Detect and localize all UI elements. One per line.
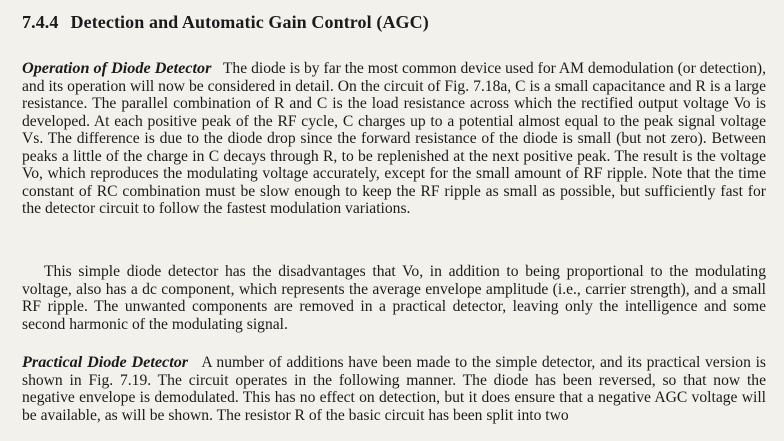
paragraph-text: The diode is by far the most common device used for AM demodulation (or detection), and its operation will now be considered in detail. On the circuit of Fig. 7.18a, C is a small capacitance and R is a large resistance. The parallel combination of R and C is the load resistance across which the rectified output voltage Vo is developed. At each positive peak of the RF cycle, C charges up to a potential almost equal to the peak signal voltage Vs. The difference is due to the diode drop since the forward resistance of the diode is small (but not zero). Between peaks a little of the charge in C decays through R, to be replenished at the next positive peak. The result is the voltage Vo, which reproduces the modulating voltage accurately, except for the small amount of RF ripple. Note that the time constant of RC combination must be slow enough to keep the RF ripple as small as possible, but sufficiently fast for the detector circuit to follow the fastest modulation variations. <box>22 60 766 217</box>
paragraph-simple-diode-disadvantages <box>22 263 766 333</box>
section-heading <box>22 12 429 33</box>
runin-heading-operation: Operation of Diode Detector <box>22 59 212 77</box>
paragraph-text: A number of additions have been made to the simple detector, and its practical version is shown in Fig. 7.19. The circuit operates in the following manner. The diode has been reversed, so that now the negative envelope is demodulated. This has no effect on detection, but it does ensure that a negative AGC voltage will be available, as will be shown. The resistor R of the basic circuit has been split into two <box>22 354 766 424</box>
paragraph-text: This simple diode detector has the disadvantages that Vo, in addition to being proportional to the modulating voltage, also has a dc component, which represents the average envelope amplitude (i.e., carrier strength), and a small RF ripple. The unwanted components are removed in a practical detector, leaving only the intelligence and some second harmonic of the modulating signal. <box>22 263 766 333</box>
section-number: 7.4.4 <box>22 12 59 32</box>
runin-heading-practical: Practical Diode Detector <box>22 353 189 371</box>
paragraph-operation-of-diode-detector <box>22 60 766 218</box>
section-title: Detection and Automatic Gain Control (AGC) <box>70 12 429 32</box>
paragraph-practical-diode-detector <box>22 354 766 424</box>
